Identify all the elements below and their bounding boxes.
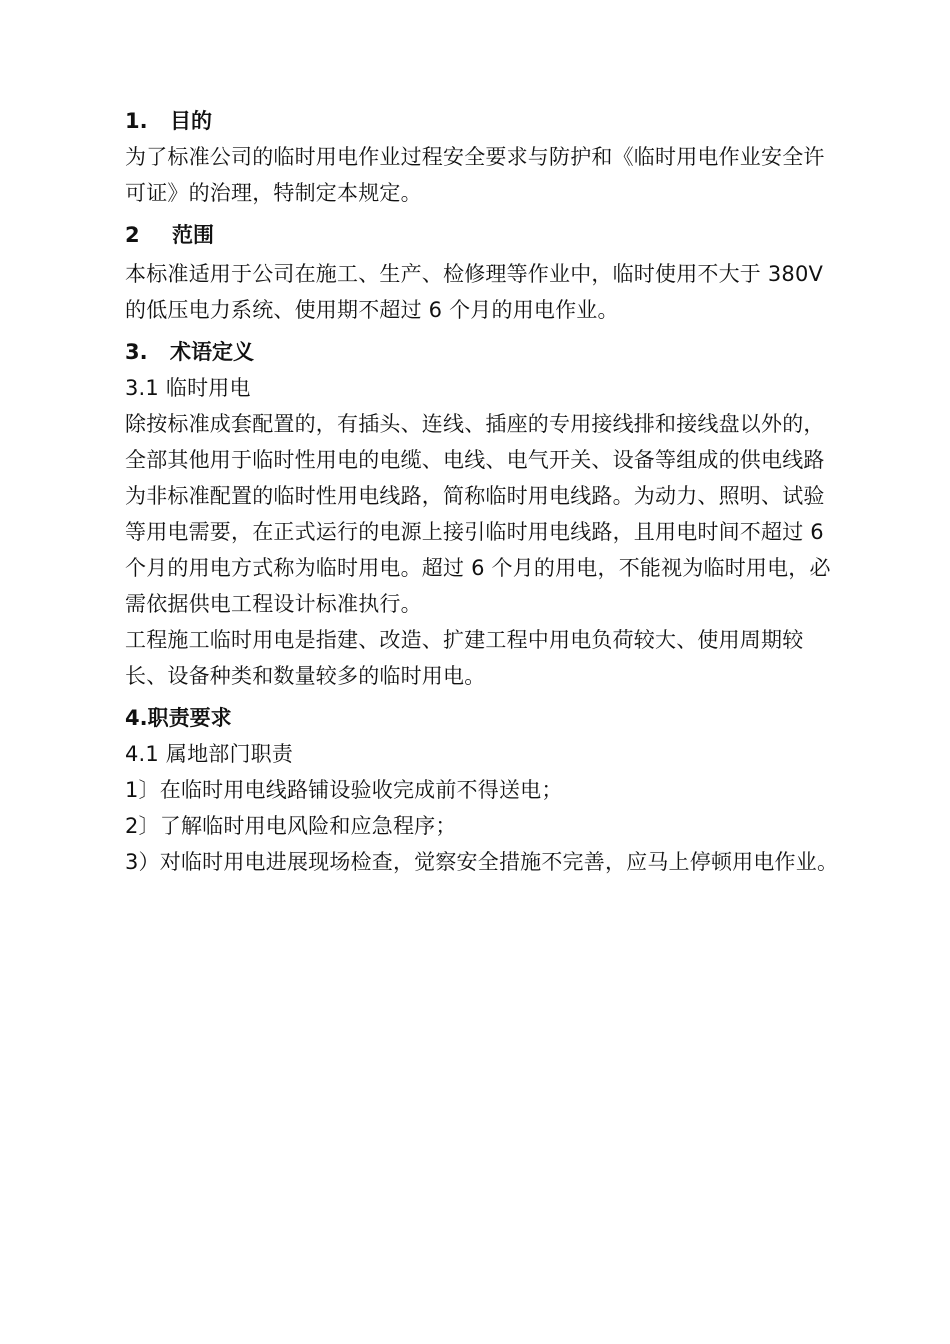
section-4-subtitle: 4.1 属地部门职责 — [125, 742, 294, 766]
section-4-heading: 4.职责要求 — [125, 706, 232, 730]
section-4-item-3: 3）对临时用电进展现场检查，觉察安全措施不完善，应马上停顿用电作业。 — [125, 850, 839, 874]
section-3-subtitle: 3.1 临时用电 — [125, 376, 251, 400]
section-2-number: 2 — [125, 223, 140, 247]
section-3-title: 术语定义 — [170, 340, 254, 364]
section-2-heading — [125, 217, 845, 253]
section-4-item-1: 1〕在临时用电线路铺设验收完成前不得送电； — [125, 778, 563, 802]
section-3-number: 3. — [125, 340, 148, 364]
section-2-paragraph: 本标准适用于公司在施工、生产、检修理等作业中，临时使用不大于 380V 的低压电力系统、使用期不超过 6 个月的用电作业。 — [125, 262, 824, 322]
section-2-title: 范围 — [172, 223, 214, 247]
section-1-heading — [125, 103, 845, 139]
section-1-paragraph: 为了标准公司的临时用电作业过程安全要求与防护和《临时用电作业安全许可证》的治理，特制定本规定。 — [125, 145, 825, 205]
document-page — [125, 103, 845, 880]
section-3-paragraph-1: 除按标准成套配置的，有插头、连线、插座的专用接线排和接线盘以外的，全部其他用于临时性用电的电缆、电线、电气开关、设备等组成的供电线路为非标准配置的临时性用电线路，简称临时用电线路。为动力、照明、试验等用电需要，在正式运行的电源上接引临时用电线路，且用电时间不超过 6 个月的用电方式称为临时用电。超过 6 个月的用电，不能视为临时用电，必需依据供电工程设计标准执行。 — [125, 412, 831, 616]
section-3-heading — [125, 334, 845, 370]
section-4-item-2: 2〕了解临时用电风险和应急程序； — [125, 814, 457, 838]
section-3-paragraph-2: 工程施工临时用电是指建、改造、扩建工程中用电负荷较大、使用周期较长、设备种类和数量较多的临时用电。 — [125, 628, 804, 688]
section-1-title: 目的 — [170, 109, 212, 133]
section-1-number: 1. — [125, 109, 148, 133]
